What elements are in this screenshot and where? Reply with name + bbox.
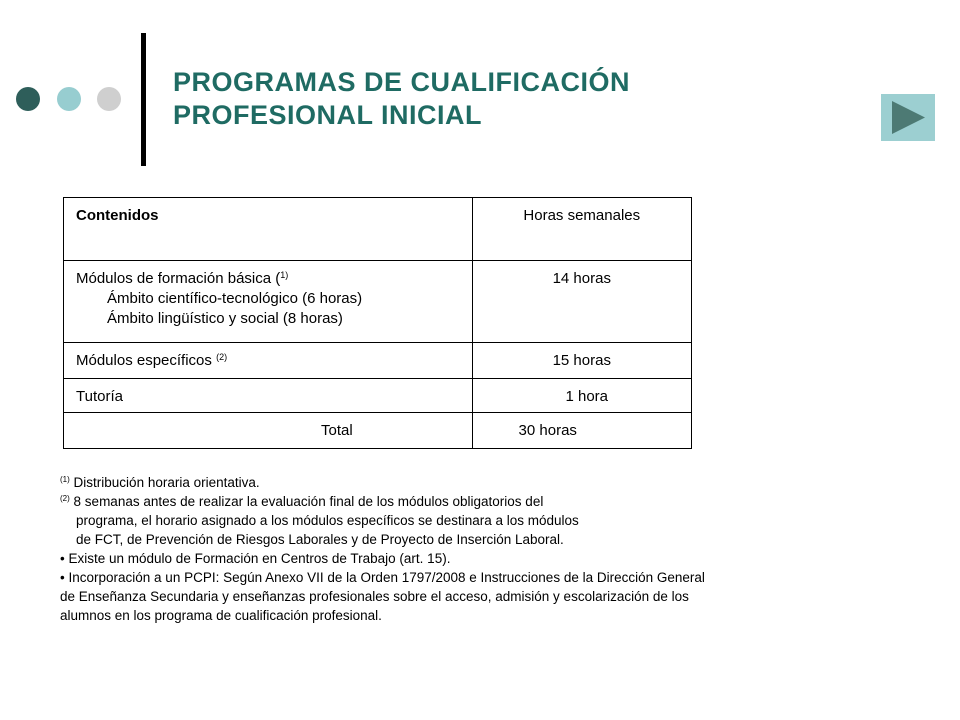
row-label: Tutoría [76,388,123,405]
table-total-row [64,413,692,449]
table-header-row [64,198,692,261]
table-row [64,379,692,413]
title-divider [141,33,146,166]
row-sublabel: Ámbito lingüístico y social (8 horas) [107,310,343,327]
title-line-2: PROFESIONAL INICIAL [173,100,483,130]
total-label: Total [321,422,353,439]
bullet-icon: • [60,570,65,585]
table-row [64,343,692,379]
footnote-mark: (2) [216,352,228,362]
decorative-dot-gray [97,87,121,111]
header-contents: Contenidos [76,207,159,224]
row-hours: 15 horas [552,352,611,369]
total-hours: 30 horas [518,422,577,439]
row-label: Módulos específicos $^{(2)}$ [76,352,228,369]
bullet-note-1: • Existe un módulo de Formación en Centros de Trabajo (art. 15). [60,551,451,566]
row-label: Módulos de formación básica ($^{1)}$ [76,270,289,287]
bullet-note-2: • Incorporación a un PCPI: Según Anexo VII de la Orden 1797/2008 e Instrucciones de la Dirección General [60,570,705,585]
footnote-2: $^{(2)}$ 8 semanas antes de realizar la evaluación final de los módulos obligatorios del [60,494,544,509]
row-hours: 1 hora [565,388,609,405]
bullet-note-2-cont: alumnos en los programa de cualificación profesional. [60,608,382,623]
footnote-2-cont: programa, el horario asignado a los módulos específicos se destinara a los módulos [76,513,579,528]
title-line-1: PROGRAMAS DE CUALIFICACIÓN [173,67,630,97]
hours-table [63,197,692,449]
play-triangle-icon [881,94,935,141]
decorative-dot-dark [16,87,40,111]
row-sublabel: Ámbito científico-tecnológico (6 horas) [107,290,363,307]
row-hours: 14 horas [552,270,611,287]
footnotes [60,473,940,625]
footnote-mark: 1) [280,270,289,280]
footnote-2-cont: de FCT, de Prevención de Riesgos Laborales y de Proyecto de Inserción Laboral. [76,532,564,547]
decorative-dot-teal [57,87,81,111]
table-row [64,261,692,343]
page-title [173,66,813,132]
footnote-1: $^{(1)}$ Distribución horaria orientativa. [60,475,260,490]
header-hours: Horas semanales [523,207,641,224]
next-slide-button[interactable] [881,94,935,141]
bullet-note-2-cont: de Enseñanza Secundaria y enseñanzas profesionales sobre el acceso, admisión y escolarización de los [60,589,689,604]
bullet-icon: • [60,551,65,566]
